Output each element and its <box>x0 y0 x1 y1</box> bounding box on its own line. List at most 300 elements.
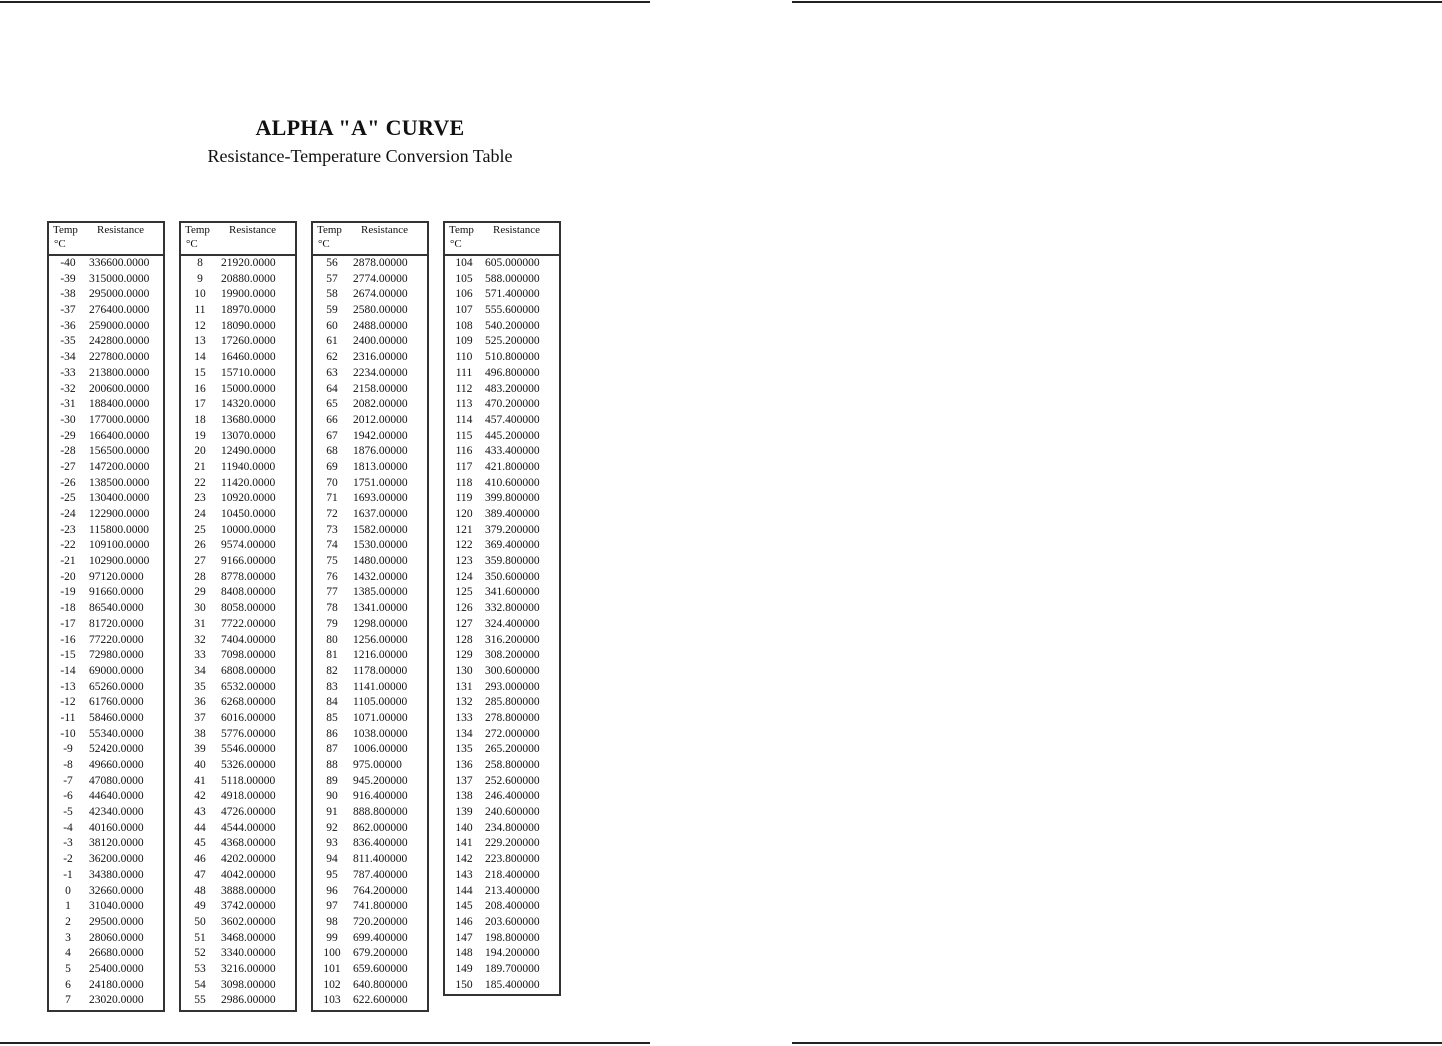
table-row <box>445 774 559 790</box>
table-row <box>313 319 427 335</box>
table-row <box>49 915 163 931</box>
temp-cell: -18 <box>60 602 76 615</box>
table-row <box>181 491 295 507</box>
resistance-cell: 7722.00000 <box>221 617 276 630</box>
resistance-cell: 369.400000 <box>485 539 540 552</box>
table-row <box>49 601 163 617</box>
temp-cell: 8 <box>197 257 203 269</box>
header-unit: °C <box>318 238 330 250</box>
resistance-cell: 862.000000 <box>353 821 408 834</box>
temp-cell: -8 <box>63 759 73 771</box>
table-row <box>313 821 427 837</box>
temp-cell: 24 <box>194 508 206 520</box>
temp-cell: -30 <box>60 413 76 426</box>
temp-cell: 69 <box>326 460 338 473</box>
temp-cell: 66 <box>326 413 338 426</box>
resistance-cell: 1216.00000 <box>353 649 408 662</box>
temp-cell: 35 <box>194 680 206 693</box>
table-row <box>445 507 559 523</box>
temp-cell: 150 <box>455 978 473 991</box>
top-rule-right <box>792 1 1442 3</box>
table-row <box>49 507 163 523</box>
resistance-cell: 5776.00000 <box>221 727 276 740</box>
table-row <box>445 758 559 774</box>
temp-cell: -28 <box>60 445 76 458</box>
resistance-cell: 2878.00000 <box>353 257 408 269</box>
temp-cell: 16 <box>194 382 206 395</box>
table-row <box>49 727 163 743</box>
table-column-1 <box>47 221 165 1012</box>
table-row <box>49 680 163 696</box>
temp-cell: 118 <box>455 476 473 489</box>
header-temp: Temp <box>53 224 78 236</box>
table-row <box>313 303 427 319</box>
resistance-cell: 4918.00000 <box>221 790 276 803</box>
table-row <box>313 366 427 382</box>
table-row <box>313 884 427 900</box>
table-row <box>313 727 427 743</box>
resistance-cell: 1341.00000 <box>353 602 408 615</box>
resistance-cell: 1480.00000 <box>353 555 408 568</box>
resistance-cell: 97120.0000 <box>89 570 144 583</box>
resistance-cell: 324.400000 <box>485 617 540 630</box>
table-row <box>181 978 295 994</box>
resistance-cell: 764.200000 <box>353 884 408 897</box>
table-row <box>181 742 295 758</box>
table-row <box>313 633 427 649</box>
temp-cell: 53 <box>194 962 206 975</box>
table-row <box>445 617 559 633</box>
table-row <box>313 774 427 790</box>
table-row <box>313 287 427 303</box>
resistance-cell: 18970.0000 <box>221 304 276 317</box>
table-row <box>445 789 559 805</box>
temp-cell: 75 <box>326 555 338 568</box>
temp-cell: 36 <box>194 696 206 709</box>
table-row <box>313 836 427 852</box>
table-row <box>313 962 427 978</box>
resistance-cell: 293.000000 <box>485 680 540 693</box>
resistance-cell: 23020.0000 <box>89 994 144 1007</box>
temp-cell: 27 <box>194 555 206 568</box>
resistance-cell: 622.600000 <box>353 994 408 1007</box>
temp-cell: -32 <box>60 382 76 395</box>
temp-cell: -14 <box>60 664 76 677</box>
bottom-rule-left <box>0 1042 650 1044</box>
resistance-cell: 2488.00000 <box>353 319 408 332</box>
resistance-cell: 1942.00000 <box>353 429 408 442</box>
temp-cell: 144 <box>455 884 473 897</box>
resistance-cell: 15000.0000 <box>221 382 276 395</box>
resistance-cell: 2082.00000 <box>353 398 408 411</box>
resistance-cell: 15710.0000 <box>221 366 276 379</box>
temp-cell: 76 <box>326 570 338 583</box>
resistance-cell: 258.800000 <box>485 759 540 771</box>
table-row <box>49 444 163 460</box>
resistance-cell: 72980.0000 <box>89 649 144 662</box>
table-row <box>313 382 427 398</box>
resistance-cell: 4726.00000 <box>221 806 276 819</box>
temp-cell: 71 <box>326 492 338 505</box>
resistance-cell: 65260.0000 <box>89 680 144 693</box>
table-rows <box>445 256 559 994</box>
resistance-cell: 399.800000 <box>485 492 540 505</box>
temp-cell: 88 <box>326 759 338 771</box>
document-title: ALPHA "A" CURVE <box>255 115 465 140</box>
temp-cell: 126 <box>455 602 473 615</box>
resistance-cell: 203.600000 <box>485 915 540 928</box>
temp-cell: 57 <box>326 272 338 285</box>
resistance-cell: 40160.0000 <box>89 821 144 834</box>
table-row <box>49 774 163 790</box>
resistance-cell: 350.600000 <box>485 570 540 583</box>
temp-cell: 103 <box>323 994 341 1007</box>
table-row <box>49 648 163 664</box>
table-row <box>181 256 295 272</box>
table-row <box>49 617 163 633</box>
table-row <box>445 554 559 570</box>
temp-cell: 25 <box>194 523 206 536</box>
temp-cell: 68 <box>326 445 338 458</box>
temp-cell: 114 <box>455 413 473 426</box>
resistance-cell: 1530.00000 <box>353 539 408 552</box>
table-row <box>445 303 559 319</box>
temp-cell: 148 <box>455 947 473 960</box>
resistance-cell: 605.000000 <box>485 257 540 269</box>
temp-cell: 128 <box>455 633 473 646</box>
temp-cell: -5 <box>63 806 73 819</box>
temp-cell: -1 <box>63 868 73 881</box>
temp-cell: 146 <box>455 915 473 928</box>
table-row <box>181 680 295 696</box>
resistance-cell: 4042.00000 <box>221 868 276 881</box>
temp-cell: 132 <box>455 696 473 709</box>
resistance-cell: 58460.0000 <box>89 711 144 724</box>
resistance-cell: 359.800000 <box>485 555 540 568</box>
table-row <box>445 978 559 994</box>
resistance-cell: 336600.0000 <box>89 257 150 269</box>
resistance-cell: 1637.00000 <box>353 508 408 520</box>
temp-cell: 63 <box>326 366 338 379</box>
table-row <box>181 413 295 429</box>
table-row <box>181 962 295 978</box>
resistance-cell: 3602.00000 <box>221 915 276 928</box>
table-row <box>313 680 427 696</box>
temp-cell: 87 <box>326 743 338 756</box>
temp-cell: 115 <box>455 429 473 442</box>
resistance-cell: 52420.0000 <box>89 743 144 756</box>
temp-cell: 3 <box>65 931 71 944</box>
resistance-cell: 659.600000 <box>353 962 408 975</box>
table-row <box>181 350 295 366</box>
temp-cell: 141 <box>455 837 473 850</box>
temp-cell: 50 <box>194 915 206 928</box>
resistance-cell: 6268.00000 <box>221 696 276 709</box>
resistance-cell: 42340.0000 <box>89 806 144 819</box>
column-header <box>445 223 559 256</box>
table-row <box>181 444 295 460</box>
header-resistance: Resistance <box>493 224 541 236</box>
resistance-cell: 16460.0000 <box>221 351 276 364</box>
temp-cell: 106 <box>455 288 473 301</box>
temp-cell: 89 <box>326 774 338 787</box>
temp-cell: 2 <box>65 915 71 928</box>
resistance-cell: 240.600000 <box>485 806 540 819</box>
temp-cell: -37 <box>60 304 76 317</box>
resistance-cell: 457.400000 <box>485 413 540 426</box>
temp-cell: -22 <box>60 539 76 552</box>
resistance-cell: 295000.0000 <box>89 288 150 301</box>
table-row <box>181 397 295 413</box>
resistance-cell: 2012.00000 <box>353 413 408 426</box>
temp-cell: 23 <box>194 492 206 505</box>
table-row <box>445 523 559 539</box>
table-row <box>313 256 427 272</box>
table-row <box>49 868 163 884</box>
table-row <box>181 507 295 523</box>
resistance-cell: 2234.00000 <box>353 366 408 379</box>
table-row <box>445 601 559 617</box>
table-row <box>445 821 559 837</box>
table-row <box>49 397 163 413</box>
resistance-cell: 10920.0000 <box>221 492 276 505</box>
resistance-cell: 555.600000 <box>485 304 540 317</box>
table-row <box>181 633 295 649</box>
table-row <box>445 742 559 758</box>
temp-cell: -38 <box>60 288 76 301</box>
temp-cell: -36 <box>60 319 76 332</box>
temp-cell: 119 <box>455 492 473 505</box>
table-row <box>445 570 559 586</box>
resistance-cell: 445.200000 <box>485 429 540 442</box>
resistance-cell: 13680.0000 <box>221 413 276 426</box>
table-row <box>181 648 295 664</box>
table-row <box>313 397 427 413</box>
temp-cell: 94 <box>326 853 338 866</box>
resistance-cell: 2986.00000 <box>221 994 276 1007</box>
resistance-cell: 8778.00000 <box>221 570 276 583</box>
table-row <box>313 915 427 931</box>
resistance-cell: 379.200000 <box>485 523 540 536</box>
resistance-cell: 10450.0000 <box>221 508 276 520</box>
resistance-cell: 177000.0000 <box>89 413 150 426</box>
resistance-cell: 229.200000 <box>485 837 540 850</box>
table-row <box>49 884 163 900</box>
temp-cell: 10 <box>194 288 206 301</box>
resistance-cell: 571.400000 <box>485 288 540 301</box>
resistance-cell: 24180.0000 <box>89 978 144 991</box>
table-row <box>181 868 295 884</box>
table-row <box>49 523 163 539</box>
table-row <box>181 585 295 601</box>
table-row <box>313 507 427 523</box>
header-resistance: Resistance <box>97 224 145 236</box>
resistance-cell: 1141.00000 <box>353 680 408 693</box>
table-row <box>313 585 427 601</box>
resistance-cell: 77220.0000 <box>89 633 144 646</box>
resistance-cell: 1256.00000 <box>353 633 408 646</box>
resistance-cell: 3742.00000 <box>221 900 276 913</box>
table-row <box>313 570 427 586</box>
temp-cell: 58 <box>326 288 338 301</box>
temp-cell: 86 <box>326 727 338 740</box>
temp-cell: -12 <box>60 696 76 709</box>
table-row <box>313 664 427 680</box>
document-subtitle: Resistance-Temperature Conversion Table <box>207 146 513 166</box>
temp-cell: 85 <box>326 711 338 724</box>
resistance-cell: 189.700000 <box>485 962 540 975</box>
resistance-cell: 975.00000 <box>353 759 402 771</box>
resistance-cell: 640.800000 <box>353 978 408 991</box>
resistance-cell: 4368.00000 <box>221 837 276 850</box>
table-row <box>49 476 163 492</box>
temp-cell: -20 <box>60 570 76 583</box>
bottom-rule-right <box>792 1042 1442 1044</box>
table-row <box>313 789 427 805</box>
temp-cell: 104 <box>455 257 473 269</box>
temp-cell: 18 <box>194 413 206 426</box>
temp-cell: 5 <box>65 962 71 975</box>
temp-cell: 73 <box>326 523 338 536</box>
resistance-cell: 285.800000 <box>485 696 540 709</box>
temp-cell: 147 <box>455 931 473 944</box>
resistance-cell: 433.400000 <box>485 445 540 458</box>
temp-cell: 20 <box>194 445 206 458</box>
table-row <box>181 287 295 303</box>
temp-cell: 60 <box>326 319 338 332</box>
table-row <box>49 585 163 601</box>
resistance-cell: 945.200000 <box>353 774 408 787</box>
temp-cell: 49 <box>194 900 206 913</box>
table-row <box>181 272 295 288</box>
temp-cell: 14 <box>194 351 206 364</box>
table-row <box>181 789 295 805</box>
temp-cell: -33 <box>60 366 76 379</box>
table-row <box>313 429 427 445</box>
table-row <box>49 554 163 570</box>
resistance-cell: 1071.00000 <box>353 711 408 724</box>
resistance-cell: 55340.0000 <box>89 727 144 740</box>
resistance-cell: 308.200000 <box>485 649 540 662</box>
resistance-cell: 5546.00000 <box>221 743 276 756</box>
resistance-cell: 300.600000 <box>485 664 540 677</box>
header-resistance: Resistance <box>229 224 277 236</box>
table-row <box>445 413 559 429</box>
table-row <box>181 538 295 554</box>
table-row <box>445 460 559 476</box>
table-row <box>49 946 163 962</box>
table-row <box>49 460 163 476</box>
resistance-cell: 2674.00000 <box>353 288 408 301</box>
resistance-cell: 200600.0000 <box>89 382 150 395</box>
temp-cell: 59 <box>326 304 338 317</box>
temp-cell: 140 <box>455 821 473 834</box>
temp-cell: 92 <box>326 821 338 834</box>
table-row <box>313 334 427 350</box>
resistance-cell: 2316.00000 <box>353 351 408 364</box>
temp-cell: 26 <box>194 539 206 552</box>
temp-cell: 6 <box>65 978 71 991</box>
resistance-cell: 483.200000 <box>485 382 540 395</box>
resistance-cell: 888.800000 <box>353 806 408 819</box>
resistance-cell: 246.400000 <box>485 790 540 803</box>
resistance-cell: 259000.0000 <box>89 319 150 332</box>
table-row <box>181 460 295 476</box>
temp-cell: 7 <box>65 994 71 1007</box>
resistance-cell: 4202.00000 <box>221 853 276 866</box>
resistance-cell: 19900.0000 <box>221 288 276 301</box>
temp-cell: 51 <box>194 931 206 944</box>
temp-cell: 61 <box>326 335 338 348</box>
table-row <box>313 272 427 288</box>
resistance-cell: 218.400000 <box>485 868 540 881</box>
table-row <box>313 978 427 994</box>
table-row <box>181 554 295 570</box>
temp-cell: 96 <box>326 884 338 897</box>
table-row <box>49 962 163 978</box>
resistance-cell: 540.200000 <box>485 319 540 332</box>
temp-cell: 12 <box>194 319 206 332</box>
resistance-cell: 1582.00000 <box>353 523 408 536</box>
temp-cell: -4 <box>63 821 73 834</box>
resistance-cell: 741.800000 <box>353 900 408 913</box>
resistance-cell: 421.800000 <box>485 460 540 473</box>
temp-cell: 93 <box>326 837 338 850</box>
temp-cell: 44 <box>194 821 206 834</box>
table-row <box>445 272 559 288</box>
table-row <box>49 695 163 711</box>
resistance-cell: 11940.0000 <box>221 460 276 473</box>
resistance-cell: 6016.00000 <box>221 711 276 724</box>
temp-cell: 78 <box>326 602 338 615</box>
resistance-cell: 278.800000 <box>485 711 540 724</box>
resistance-cell: 102900.0000 <box>89 555 150 568</box>
resistance-cell: 5326.00000 <box>221 759 276 771</box>
temp-cell: 121 <box>455 523 473 536</box>
table-row <box>313 852 427 868</box>
resistance-cell: 316.200000 <box>485 633 540 646</box>
resistance-cell: 720.200000 <box>353 915 408 928</box>
temp-cell: 122 <box>455 539 473 552</box>
resistance-cell: 223.800000 <box>485 853 540 866</box>
resistance-cell: 188400.0000 <box>89 398 150 411</box>
temp-cell: 42 <box>194 790 206 803</box>
resistance-cell: 81720.0000 <box>89 617 144 630</box>
temp-cell: 15 <box>194 366 206 379</box>
temp-cell: 19 <box>194 429 206 442</box>
table-row <box>181 366 295 382</box>
temp-cell: 48 <box>194 884 206 897</box>
resistance-cell: 1178.00000 <box>353 664 408 677</box>
temp-cell: 134 <box>455 727 473 740</box>
resistance-cell: 109100.0000 <box>89 539 150 552</box>
table-row <box>445 852 559 868</box>
resistance-cell: 156500.0000 <box>89 445 150 458</box>
table-row <box>313 617 427 633</box>
temp-cell: 39 <box>194 743 206 756</box>
temp-cell: 105 <box>455 272 473 285</box>
temp-cell: 82 <box>326 664 338 677</box>
table-row <box>49 413 163 429</box>
resistance-cell: 12490.0000 <box>221 445 276 458</box>
temp-cell: 46 <box>194 853 206 866</box>
table-row <box>445 962 559 978</box>
resistance-cell: 252.600000 <box>485 774 540 787</box>
resistance-cell: 787.400000 <box>353 868 408 881</box>
table-column-3 <box>311 221 429 1012</box>
resistance-cell: 185.400000 <box>485 978 540 991</box>
resistance-cell: 14320.0000 <box>221 398 276 411</box>
